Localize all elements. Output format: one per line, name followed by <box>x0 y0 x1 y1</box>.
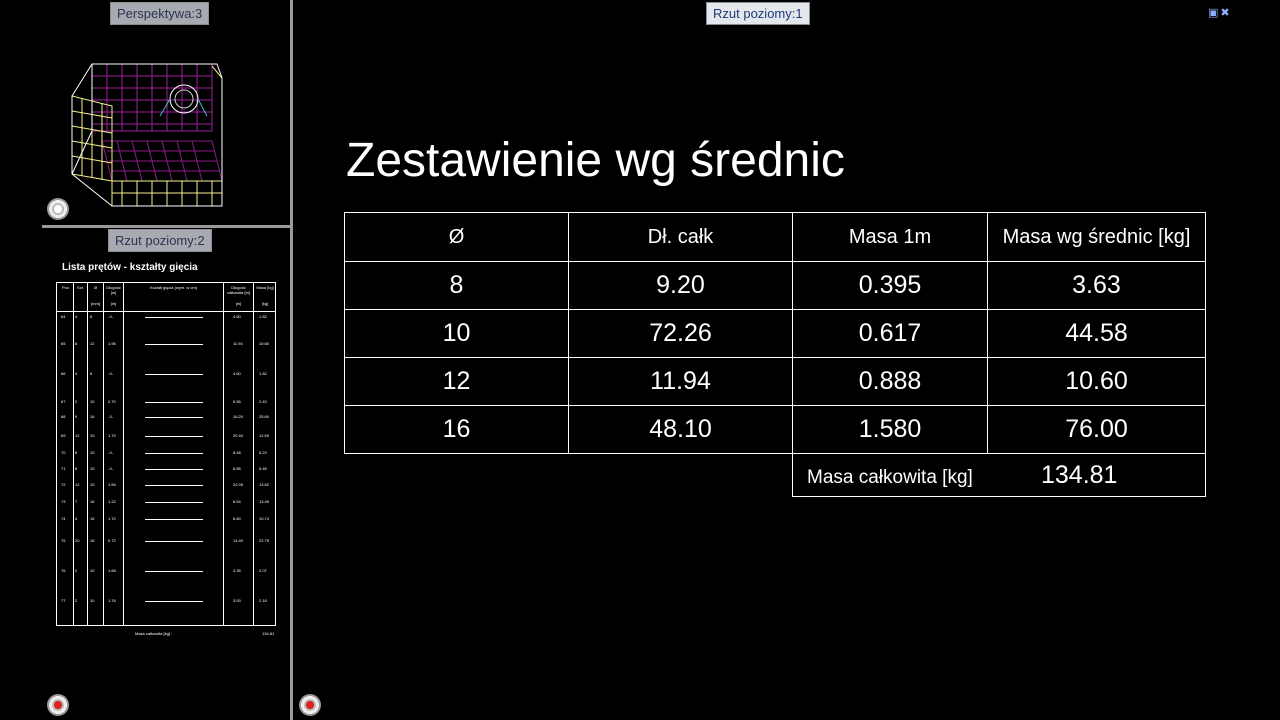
mini-cell-poz: 69 <box>61 433 66 438</box>
mini-cell-calk: 3.35 <box>233 568 241 573</box>
viewport-label-plan-1[interactable]: Rzut poziomy:1 <box>706 2 810 25</box>
mini-cell-d: 16 <box>90 414 95 419</box>
cell-diameter: 16 <box>345 406 569 454</box>
cell-mass-per-meter: 1.580 <box>793 406 988 454</box>
mini-cell-masa: 22.75 <box>259 538 270 543</box>
mini-cell-d: 10 <box>90 568 95 573</box>
mini-cell-calk: 4.60 <box>233 371 241 376</box>
viewport-splitter-vertical[interactable] <box>290 0 293 720</box>
mini-bend-shape <box>145 541 203 542</box>
mini-drawing-title: Lista prętów - kształty gięcia <box>62 262 198 273</box>
mini-bend-shape <box>145 453 203 454</box>
cell-total-length: 48.10 <box>569 406 793 454</box>
mini-cell-masa: 2.43 <box>259 399 267 404</box>
cell-total-length: 72.26 <box>569 310 793 358</box>
3d-model-view[interactable] <box>62 56 227 211</box>
mini-bend-shape <box>145 436 203 437</box>
table-row <box>345 358 1206 406</box>
mini-cell-poz: 75 <box>61 538 66 543</box>
navigation-wheel-icon[interactable] <box>47 694 69 716</box>
mini-unit-cell: [m] <box>235 301 242 306</box>
mini-header-cell: Ø <box>93 285 98 290</box>
cell-diameter: 10 <box>345 310 569 358</box>
mini-cell-szt: 2 <box>75 399 78 404</box>
cell-mass-per-meter: 0.395 <box>793 262 988 310</box>
mini-cell-d: 16 <box>90 499 95 504</box>
table-total-row <box>345 454 1206 497</box>
mini-table-header <box>57 283 275 312</box>
table-row <box>345 310 1206 358</box>
table-header-row <box>345 213 1206 262</box>
table-row <box>345 262 1206 310</box>
mini-cell-calk: 8.54 <box>233 499 241 504</box>
mini-cell-dl: 1.96 <box>108 341 116 346</box>
mini-bend-shape <box>145 402 203 403</box>
mini-cell-dl: 1.70 <box>108 433 116 438</box>
mini-cell-d: 10 <box>90 399 95 404</box>
mini-total-label: Masa całkowita [kg] : <box>135 631 173 636</box>
mini-cell-d: 16 <box>90 538 95 543</box>
mini-cell-calk: 3.53 <box>233 598 241 603</box>
mini-cell-szt: 6 <box>75 466 78 471</box>
mini-bend-shape <box>145 469 203 470</box>
mini-cell-szt: 6 <box>75 450 78 455</box>
mini-header-cell: Poz. <box>61 285 70 290</box>
mini-cell-calk: 14.40 <box>233 538 244 543</box>
mini-cell-masa: 2.18 <box>259 598 267 603</box>
mini-cell-d: 12 <box>90 341 95 346</box>
cell-total-length: 11.94 <box>569 358 793 406</box>
mini-cell-masa: 1.82 <box>259 371 267 376</box>
mini-cell-calk: 11.94 <box>233 341 243 346</box>
mini-cell-szt: 4 <box>75 371 78 376</box>
mini-bar-list-table <box>56 282 276 626</box>
mini-cell-masa: 13.62 <box>259 482 270 487</box>
mini-cell-poz: 73 <box>61 499 66 504</box>
mini-cell-calk: 5.56 <box>233 399 241 404</box>
viewport-label-plan-2[interactable]: Rzut poziomy:2 <box>108 229 212 252</box>
header-cell-total-length: Dł. całk <box>569 213 793 262</box>
mini-total-value: 134.81 <box>262 631 275 636</box>
header-cell-mass-per-meter: Masa 1m <box>793 213 988 262</box>
mini-cell-dl: 1.70 <box>108 516 116 521</box>
mini-cell-calk: 8.48 <box>233 450 241 455</box>
mini-cell-dl: -X- <box>108 414 114 419</box>
mini-cell-poz: 66 <box>61 371 66 376</box>
mini-cell-poz: 70 <box>61 450 66 455</box>
mini-bend-shape <box>145 485 203 486</box>
mini-cell-szt: 9 <box>75 414 78 419</box>
mini-cell-masa: 25.60 <box>259 414 270 419</box>
mini-cell-masa: 10.74 <box>259 516 270 521</box>
mini-cell-d: 8 <box>90 314 93 319</box>
header-cell-diameter: Ø <box>345 213 569 262</box>
mini-cell-poz: 65 <box>61 341 66 346</box>
mini-cell-szt: 12 <box>75 482 80 487</box>
mini-unit-cell: [mm] <box>91 301 100 306</box>
mini-cell-szt: 20 <box>75 538 80 543</box>
mini-cell-d: 8 <box>90 371 93 376</box>
mini-cell-calk: 20.40 <box>233 433 244 438</box>
mini-cell-calk: 8.85 <box>233 466 241 471</box>
mini-bend-shape <box>145 502 203 503</box>
mini-cell-dl: 1.84 <box>108 482 116 487</box>
mini-cell-szt: 4 <box>75 516 78 521</box>
mini-cell-dl: -X- <box>108 466 114 471</box>
summary-by-diameter-table <box>344 212 1206 497</box>
mini-cell-d: 10 <box>90 482 95 487</box>
header-cell-mass-by-diameter: Masa wg średnic [kg] <box>988 213 1206 262</box>
mini-cell-d: 10 <box>90 433 95 438</box>
mini-cell-masa: 2.07 <box>259 568 267 573</box>
mini-cell-dl: 2.70 <box>108 399 116 404</box>
cell-mass-by-diameter: 76.00 <box>988 406 1206 454</box>
cell-mass-per-meter: 0.888 <box>793 358 988 406</box>
mini-cell-poz: 68 <box>61 414 66 419</box>
mini-bend-shape <box>145 571 203 572</box>
mini-cell-masa: 5.46 <box>259 466 267 471</box>
mini-cell-dl: -X- <box>108 450 114 455</box>
mini-cell-dl: 1.68 <box>108 568 116 573</box>
mini-cell-d: 10 <box>90 466 95 471</box>
mini-bend-shape <box>145 317 203 318</box>
mini-bend-shape <box>145 374 203 375</box>
mini-cell-calk: 4.60 <box>233 314 241 319</box>
mini-header-cell: Szt. <box>77 285 84 290</box>
mini-cell-poz: 72 <box>61 482 66 487</box>
table-row <box>345 406 1206 454</box>
cell-mass-by-diameter: 10.60 <box>988 358 1206 406</box>
mini-cell-masa: 12.59 <box>259 433 270 438</box>
viewport-window-controls <box>1208 6 1232 19</box>
mini-cell-masa: 13.49 <box>259 499 270 504</box>
mini-cell-calk: 16.20 <box>233 414 244 419</box>
total-mass-label: Masa całkowita [kg] <box>807 466 973 488</box>
cell-mass-per-meter: 0.617 <box>793 310 988 358</box>
empty-cell <box>345 454 793 497</box>
mini-bend-shape <box>145 344 203 345</box>
mini-cell-szt: 7 <box>75 499 78 504</box>
cell-mass-by-diameter: 3.63 <box>988 262 1206 310</box>
mini-cell-poz: 64 <box>61 314 66 319</box>
mini-cell-calk: 6.80 <box>233 516 241 521</box>
navigation-wheel-icon[interactable] <box>47 198 69 220</box>
mini-cell-dl: 1.22 <box>108 499 116 504</box>
viewport-splitter-horizontal[interactable] <box>42 225 292 228</box>
mini-cell-szt: 4 <box>75 314 78 319</box>
page-title: Zestawienie wg średnic <box>346 134 845 187</box>
mini-bend-shape <box>145 519 203 520</box>
mini-bend-shape <box>145 601 203 602</box>
mini-cell-dl: 0.72 <box>108 538 116 543</box>
navigation-wheel-icon[interactable] <box>299 694 321 716</box>
mini-cell-masa: 10.60 <box>259 341 270 346</box>
mini-cell-calk: 22.05 <box>233 482 244 487</box>
mini-unit-cell: [kg] <box>261 301 269 306</box>
mini-cell-szt: 2 <box>75 568 78 573</box>
mini-cell-d: 10 <box>90 598 95 603</box>
mini-cell-poz: 74 <box>61 516 66 521</box>
cell-diameter: 12 <box>345 358 569 406</box>
mini-header-cell: Długość [m] <box>106 285 121 295</box>
mini-cell-poz: 77 <box>61 598 66 603</box>
mini-cell-d: 16 <box>90 516 95 521</box>
cell-diameter: 8 <box>345 262 569 310</box>
mini-header-cell: Kształt gięcia (wym. w cm) <box>149 285 198 290</box>
mini-header-cell: Masa [kg] <box>256 285 274 290</box>
mini-cell-masa: 5.23 <box>259 450 267 455</box>
close-icon[interactable]: ✖ <box>1220 7 1230 19</box>
mini-cell-dl: -X- <box>108 371 114 376</box>
cell-mass-by-diameter: 44.58 <box>988 310 1206 358</box>
mini-cell-masa: 1.82 <box>259 314 267 319</box>
mini-header-cell: Długość całkowita [m] <box>226 285 251 295</box>
total-mass-value: 134.81 <box>1041 460 1118 489</box>
mini-cell-poz: 76 <box>61 568 66 573</box>
mini-cell-d: 10 <box>90 450 95 455</box>
mini-cell-dl: -X- <box>108 314 114 319</box>
mini-unit-cell: [m] <box>110 301 117 306</box>
mini-cell-szt: 2 <box>75 598 78 603</box>
mini-cell-szt: 8 <box>75 341 78 346</box>
mini-cell-poz: 67 <box>61 399 66 404</box>
mini-cell-poz: 71 <box>61 466 66 471</box>
mini-cell-szt: 12 <box>75 433 80 438</box>
mini-cell-dl: 1.76 <box>108 598 116 603</box>
viewport-label-perspective[interactable]: Perspektywa:3 <box>110 2 209 25</box>
restore-icon[interactable]: ▣ <box>1208 7 1219 19</box>
mini-bend-shape <box>145 417 203 418</box>
total-cell <box>793 454 1206 497</box>
cell-total-length: 9.20 <box>569 262 793 310</box>
